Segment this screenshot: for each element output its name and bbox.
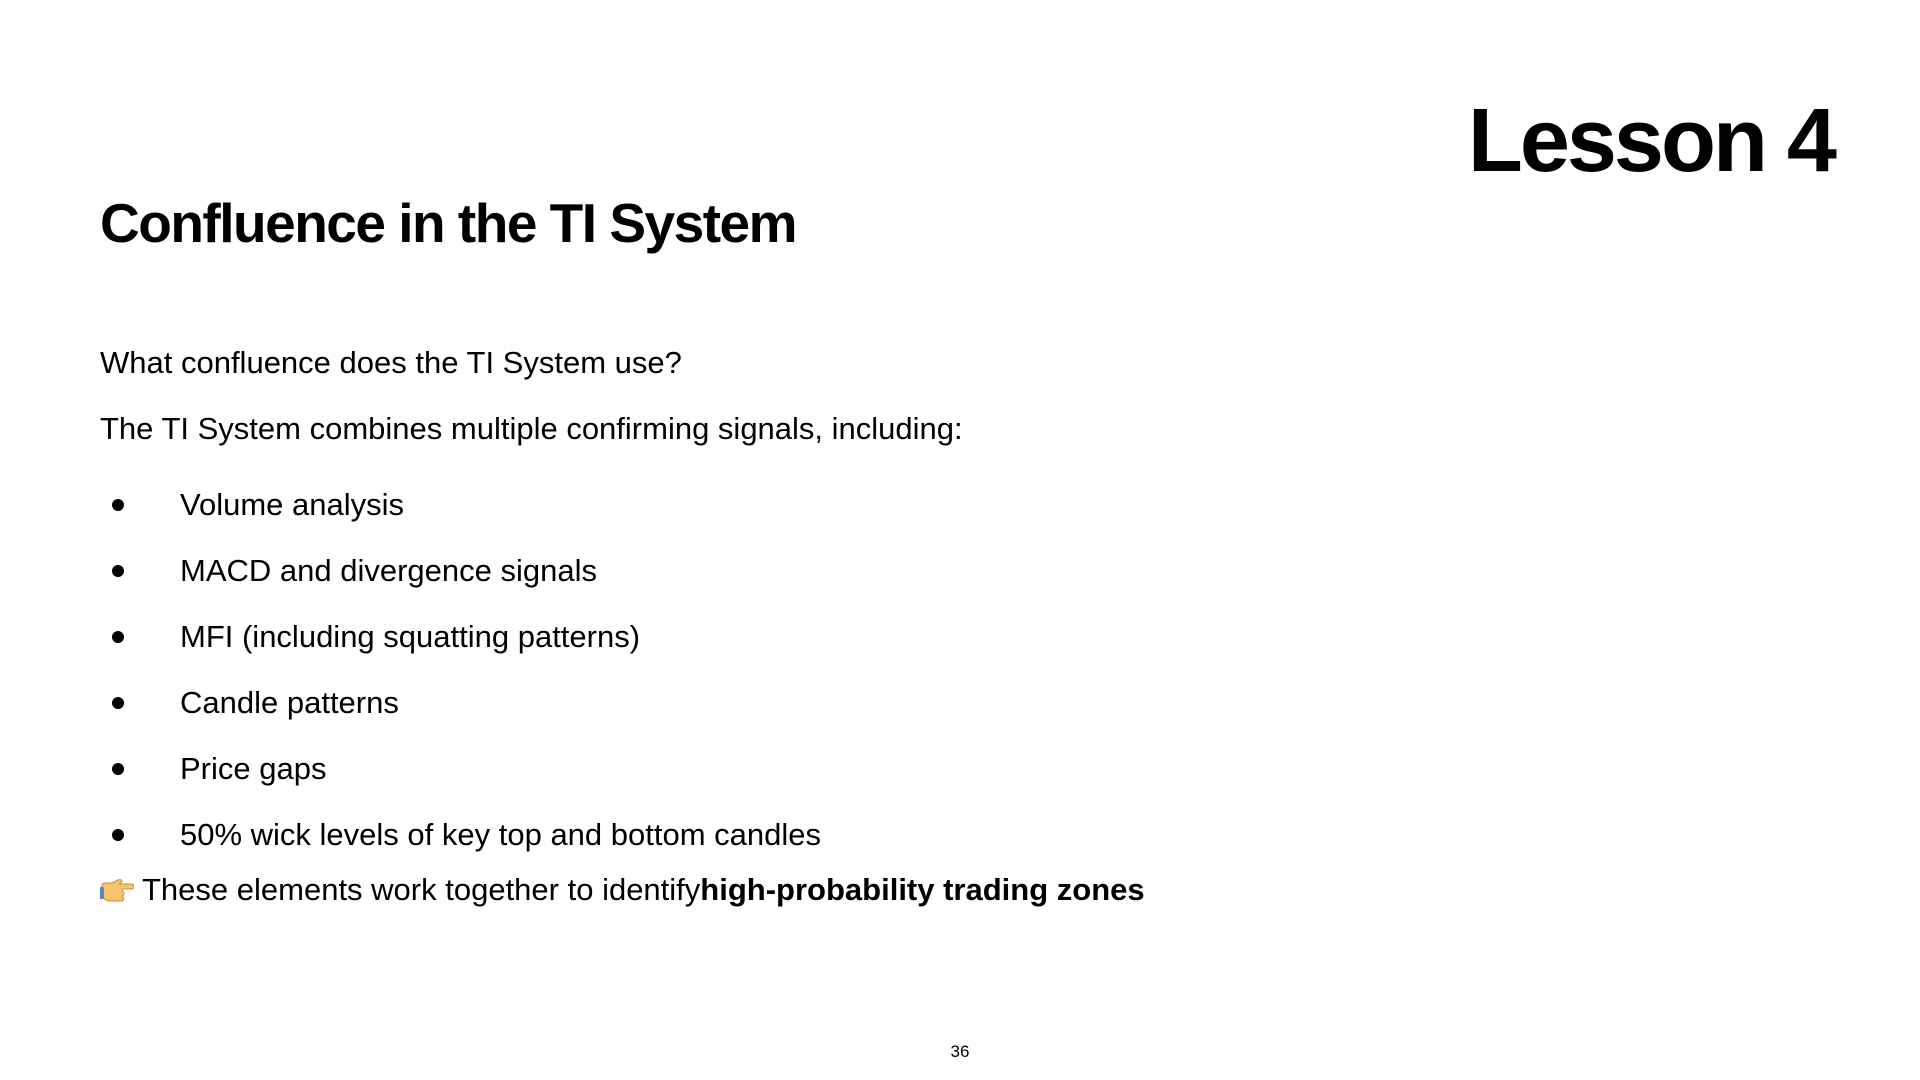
- list-item: [100, 670, 821, 736]
- list-item: [100, 538, 821, 604]
- conclusion-emphasis: high-probability trading zones: [700, 872, 1145, 907]
- list-item: [100, 802, 821, 868]
- bullet-icon: [112, 499, 124, 511]
- bullet-icon: [112, 565, 124, 577]
- slide-title: Confluence in the TI System: [100, 192, 797, 254]
- conclusion-text: [100, 874, 1145, 905]
- bullet-icon: [112, 697, 124, 709]
- list-item-label: Candle patterns: [180, 685, 399, 720]
- page-number: 36: [950, 1042, 970, 1061]
- list-item-label: MACD and divergence signals: [180, 553, 597, 588]
- bullet-icon: [112, 829, 124, 841]
- list-item-label: 50% wick levels of key top and bottom candles: [180, 817, 822, 852]
- conclusion-body: These elements work together to identify: [142, 872, 701, 907]
- question-text: What confluence does the TI System use?: [100, 345, 682, 380]
- lesson-label: Lesson 4: [1467, 91, 1834, 191]
- bullet-icon: [112, 631, 124, 643]
- list-item: [100, 472, 821, 538]
- list-item-label: MFI (including squatting patterns): [180, 619, 641, 654]
- list-item: [100, 736, 821, 802]
- bullet-icon: [112, 763, 124, 775]
- list-item: [100, 604, 821, 670]
- signal-list: [100, 472, 821, 868]
- list-item-label: Volume analysis: [180, 487, 405, 522]
- intro-text: The TI System combines multiple confirming signals, including:: [100, 411, 963, 446]
- list-item-label: Price gaps: [180, 751, 327, 786]
- backhand-index-pointing-right-icon: [100, 877, 134, 903]
